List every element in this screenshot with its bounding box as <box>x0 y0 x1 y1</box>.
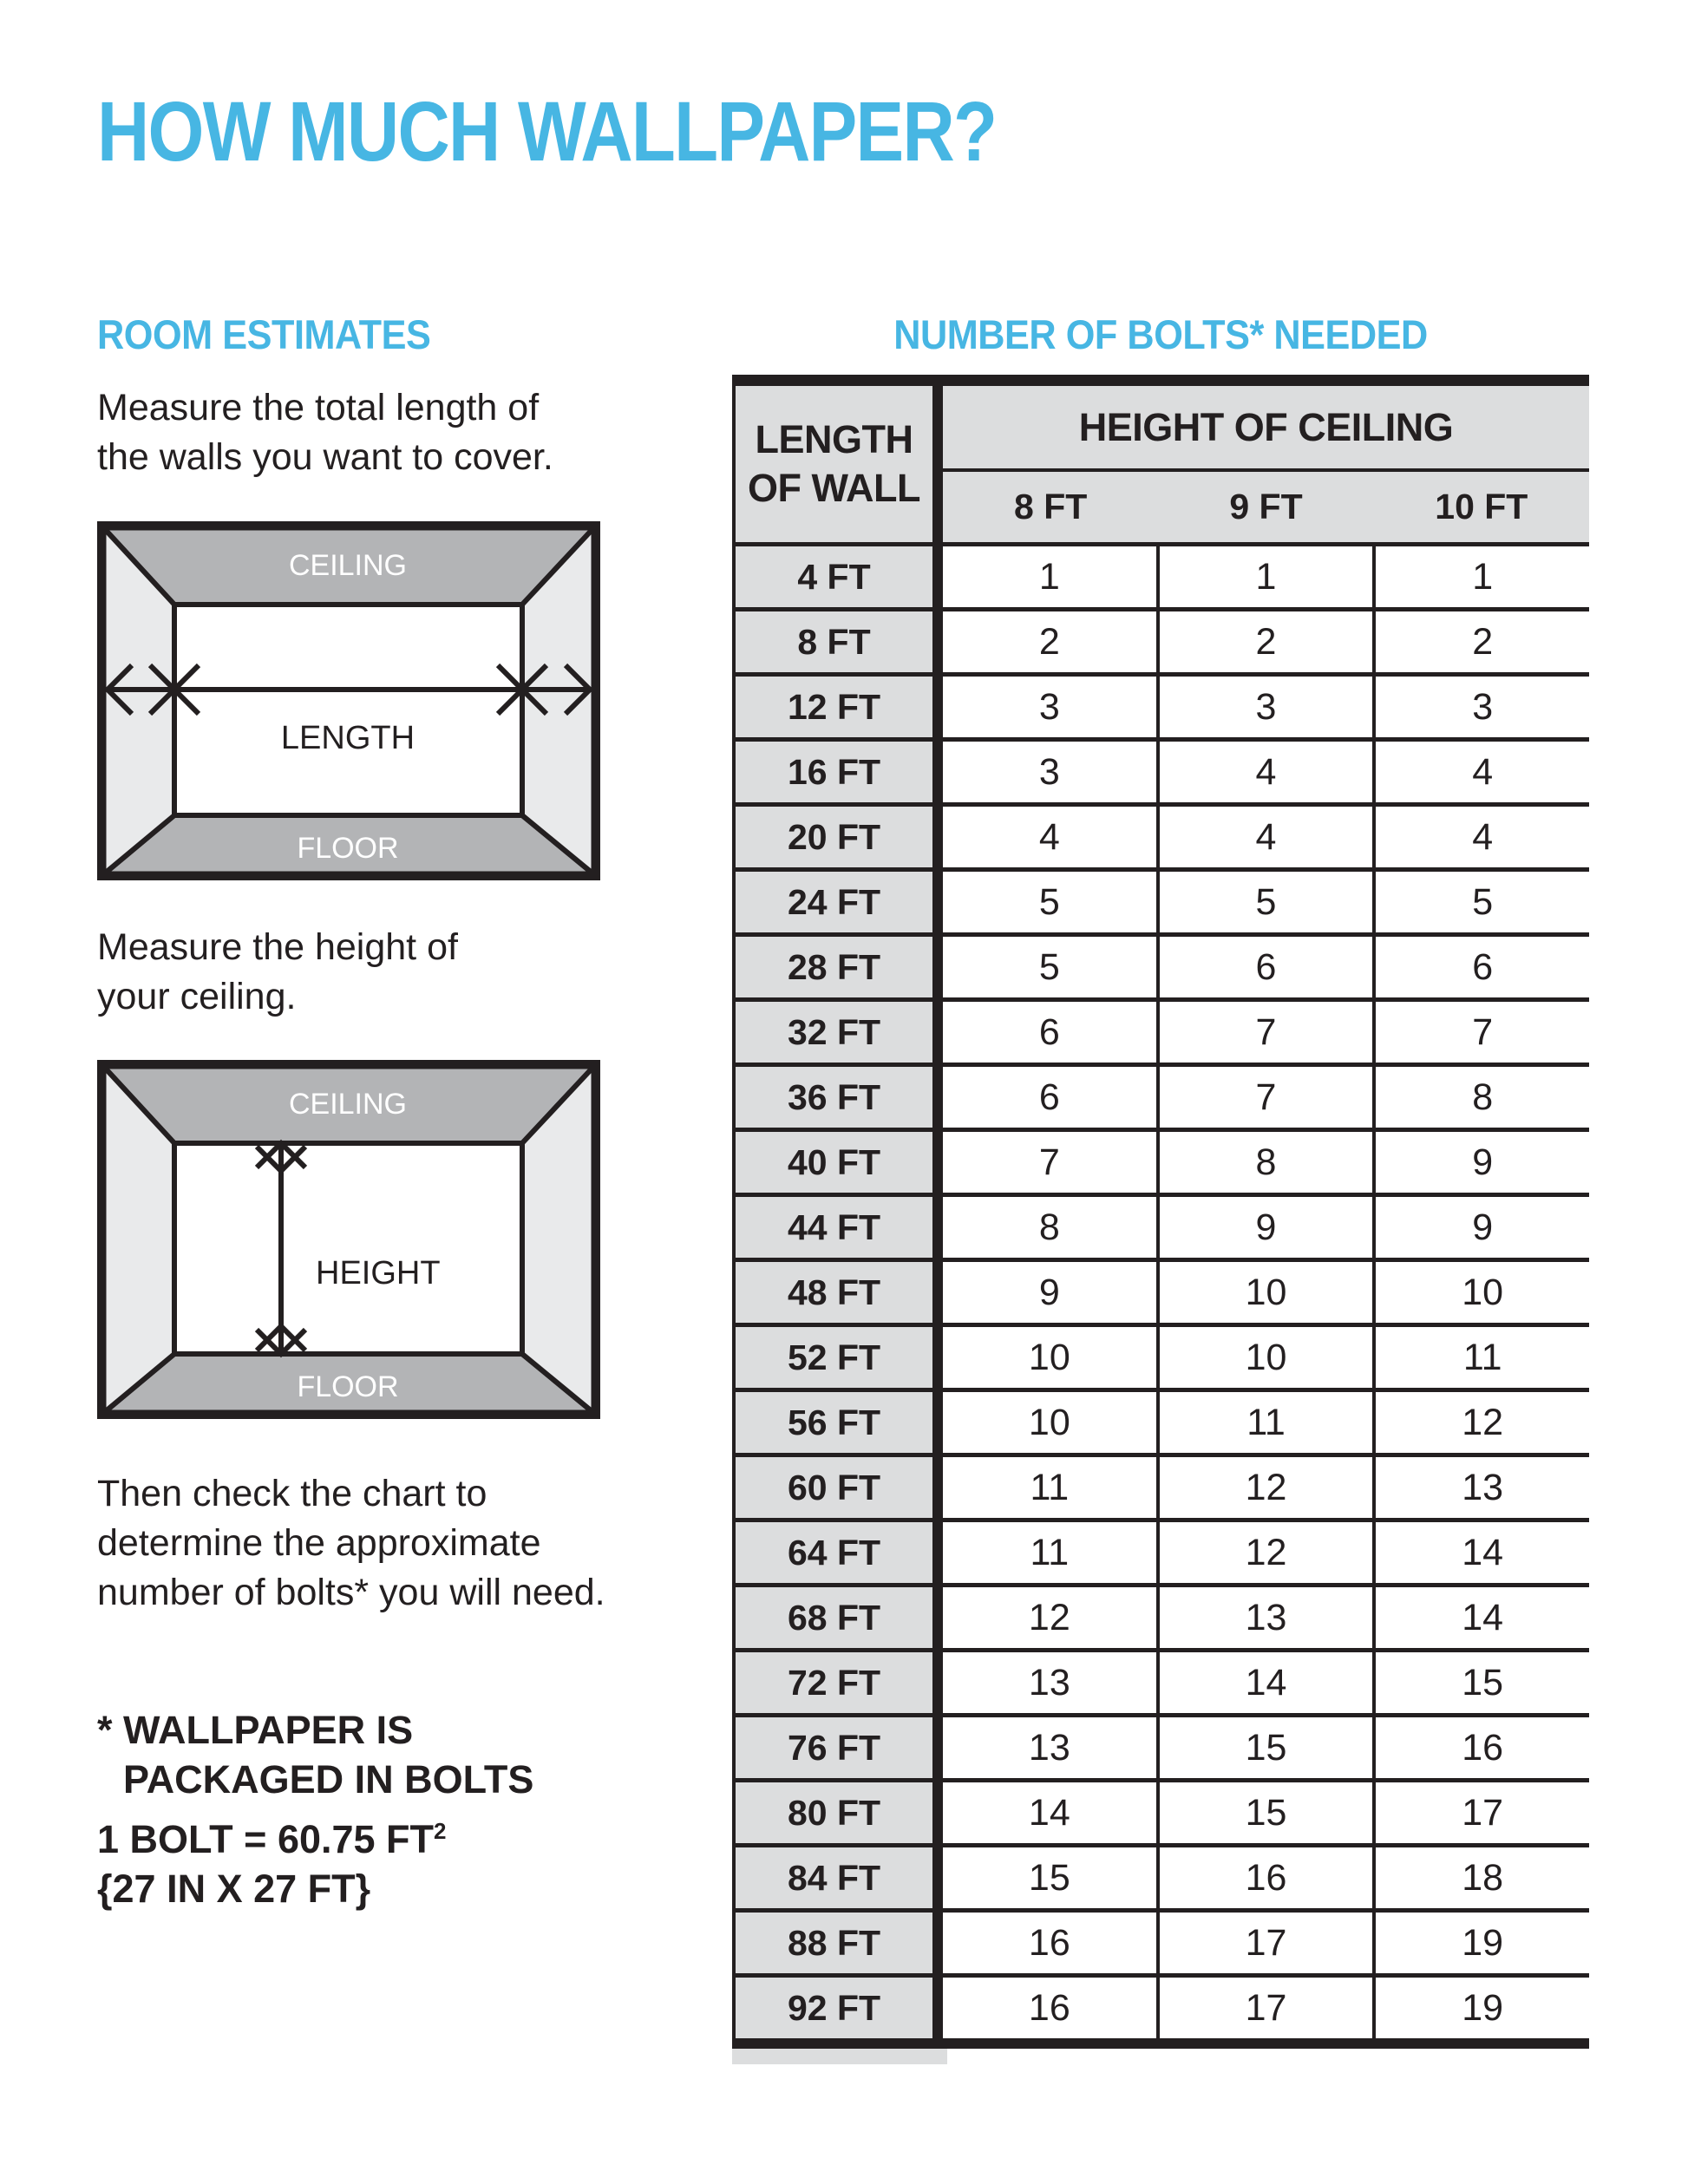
instruction-line: Measure the total length of <box>97 387 540 428</box>
bolt-count-cell: 6 <box>943 1002 1156 1063</box>
bolt-count-cell: 6 <box>1372 937 1589 997</box>
ceiling-label: CEILING <box>288 549 408 582</box>
bolt-count-cell: 15 <box>1372 1652 1589 1713</box>
table-row <box>736 1518 1589 1583</box>
bolt-count-cell: 13 <box>1156 1587 1373 1648</box>
table-row <box>736 1908 1589 1973</box>
bolt-count-cell: 1 <box>1156 546 1373 607</box>
column-headers <box>943 472 1589 542</box>
row-header-line: OF WALL <box>748 466 920 510</box>
floor-label: FLOOR <box>297 1370 399 1403</box>
bolt-count-cell: 4 <box>1156 807 1373 867</box>
wall-length-cell: 36 FT <box>736 1067 943 1128</box>
bolt-count-cell: 14 <box>943 1782 1156 1843</box>
wall-length-cell: 72 FT <box>736 1652 943 1713</box>
bolt-count-cell: 1 <box>1372 546 1589 607</box>
wall-length-cell: 80 FT <box>736 1782 943 1843</box>
bolt-count-cell: 5 <box>943 872 1156 932</box>
instruction-measure-length <box>97 383 553 482</box>
wall-length-cell: 20 FT <box>736 807 943 867</box>
bolt-count-cell: 5 <box>943 937 1156 997</box>
table-row <box>736 1193 1589 1258</box>
instruction-line: determine the approximate <box>97 1522 541 1564</box>
bolt-count-cell: 15 <box>1156 1782 1373 1843</box>
table-row <box>736 1648 1589 1713</box>
bolt-count-cell: 8 <box>943 1197 1156 1258</box>
instruction-line: Then check the chart to <box>97 1473 487 1514</box>
bolt-count-cell: 12 <box>1156 1522 1373 1583</box>
bolt-count-cell: 9 <box>943 1262 1156 1323</box>
bolt-count-cell: 8 <box>1156 1132 1373 1193</box>
footnote-line: PACKAGED IN BOLTS <box>123 1757 534 1801</box>
instruction-line: Measure the height of <box>97 926 458 968</box>
table-row <box>736 1973 1589 2038</box>
bolt-count-cell: 2 <box>943 611 1156 672</box>
bolt-count-cell: 4 <box>1156 742 1373 802</box>
bolt-count-cell: 11 <box>1372 1327 1589 1388</box>
bolt-count-cell: 7 <box>1372 1002 1589 1063</box>
back-wall-surface <box>174 1143 522 1354</box>
bolt-count-cell: 5 <box>1372 872 1589 932</box>
bolt-count-cell: 18 <box>1372 1847 1589 1908</box>
bolt-count-cell: 2 <box>1372 611 1589 672</box>
length-label: LENGTH <box>280 720 415 756</box>
bolt-size-text: 1 BOLT = 60.75 FT <box>97 1817 435 1861</box>
bolts-table-body <box>736 542 1589 2038</box>
bolt-count-cell: 7 <box>943 1132 1156 1193</box>
bolt-count-cell: 11 <box>943 1522 1156 1583</box>
bolt-count-cell: 13 <box>1372 1457 1589 1518</box>
table-row <box>736 542 1589 607</box>
room-height-diagram <box>97 1060 600 1419</box>
bolt-count-cell: 3 <box>943 742 1156 802</box>
instruction-measure-height <box>97 923 458 1022</box>
table-row <box>736 1258 1589 1323</box>
wall-length-cell: 84 FT <box>736 1847 943 1908</box>
table-row <box>736 1778 1589 1843</box>
table-bottom-rule <box>732 2038 1589 2049</box>
instruction-line: number of bolts* you will need. <box>97 1572 605 1613</box>
column-header-cell: 9 FT <box>1229 487 1303 526</box>
bolt-count-cell: 2 <box>1156 611 1373 672</box>
wall-length-cell: 88 FT <box>736 1913 943 1973</box>
wall-length-cell: 68 FT <box>736 1587 943 1648</box>
room-length-diagram <box>97 521 600 880</box>
wall-length-cell: 24 FT <box>736 872 943 932</box>
wall-length-cell: 76 FT <box>736 1717 943 1778</box>
table-row <box>736 1843 1589 1908</box>
bolt-count-cell: 9 <box>1372 1197 1589 1258</box>
bolt-count-cell: 10 <box>943 1327 1156 1388</box>
wall-length-cell: 4 FT <box>736 546 943 607</box>
height-label: HEIGHT <box>316 1255 441 1291</box>
instruction-line: the walls you want to cover. <box>97 436 553 478</box>
bolt-count-cell: 17 <box>1372 1782 1589 1843</box>
bolt-definition <box>97 1815 447 1913</box>
footnote-line: * WALLPAPER IS <box>97 1708 414 1752</box>
column-group-label: HEIGHT OF CEILING <box>943 386 1589 472</box>
table-left-column-tail <box>732 2049 947 2064</box>
bolt-count-cell: 11 <box>943 1457 1156 1518</box>
page-title: HOW MUCH WALLPAPER? <box>97 84 997 179</box>
table-row <box>736 607 1589 672</box>
wall-length-cell: 28 FT <box>736 937 943 997</box>
bolt-count-cell: 13 <box>943 1652 1156 1713</box>
bolt-count-cell: 4 <box>943 807 1156 867</box>
wall-length-cell: 40 FT <box>736 1132 943 1193</box>
bolt-count-cell: 4 <box>1372 807 1589 867</box>
table-row <box>736 867 1589 932</box>
bolt-count-cell: 14 <box>1156 1652 1373 1713</box>
bolt-count-cell: 12 <box>1372 1392 1589 1453</box>
bolt-count-cell: 5 <box>1156 872 1373 932</box>
table-row <box>736 1583 1589 1648</box>
bolts-footnote <box>97 1705 533 1804</box>
table-row <box>736 1128 1589 1193</box>
section-heading-room-estimates: ROOM ESTIMATES <box>97 311 431 357</box>
bolt-count-cell: 3 <box>1372 677 1589 737</box>
bolt-count-cell: 6 <box>943 1067 1156 1128</box>
bolt-count-cell: 16 <box>943 1978 1156 2038</box>
wall-length-cell: 56 FT <box>736 1392 943 1453</box>
bolt-count-cell: 13 <box>943 1717 1156 1778</box>
wall-length-cell: 44 FT <box>736 1197 943 1258</box>
bolts-needed-table <box>732 375 1589 2064</box>
bolt-count-cell: 10 <box>943 1392 1156 1453</box>
bolt-count-cell: 8 <box>1372 1067 1589 1128</box>
wall-length-cell: 60 FT <box>736 1457 943 1518</box>
back-wall-surface <box>174 605 522 815</box>
bolt-count-cell: 3 <box>943 677 1156 737</box>
bolt-count-cell: 17 <box>1156 1978 1373 2038</box>
section-heading-bolts-needed: NUMBER OF BOLTS* NEEDED <box>893 311 1428 357</box>
bolt-size-line <box>97 1815 447 1864</box>
ceiling-label: CEILING <box>288 1088 408 1121</box>
bolt-count-cell: 4 <box>1372 742 1589 802</box>
bolt-count-cell: 1 <box>943 546 1156 607</box>
row-header-cell <box>736 386 943 542</box>
table-row <box>736 1388 1589 1453</box>
squared-superscript: 2 <box>434 1818 447 1844</box>
table-row <box>736 802 1589 867</box>
bolt-dimensions-line: {27 IN X 27 FT} <box>97 1867 371 1911</box>
wall-length-cell: 16 FT <box>736 742 943 802</box>
table-top-rule <box>732 375 1589 386</box>
column-header-cell: 8 FT <box>1014 487 1088 526</box>
bolt-count-cell: 6 <box>1156 937 1373 997</box>
table-row <box>736 737 1589 802</box>
table-row <box>736 997 1589 1063</box>
wall-length-cell: 48 FT <box>736 1262 943 1323</box>
bolt-count-cell: 17 <box>1156 1913 1373 1973</box>
wall-length-cell: 32 FT <box>736 1002 943 1063</box>
bolt-count-cell: 15 <box>1156 1717 1373 1778</box>
bolt-count-cell: 12 <box>1156 1457 1373 1518</box>
bolt-count-cell: 10 <box>1156 1262 1373 1323</box>
bolt-count-cell: 10 <box>1372 1262 1589 1323</box>
table-row <box>736 1453 1589 1518</box>
instruction-check-chart <box>97 1469 605 1618</box>
table-row <box>736 932 1589 997</box>
wall-length-cell: 8 FT <box>736 611 943 672</box>
table-row <box>736 1323 1589 1388</box>
table-row <box>736 672 1589 737</box>
wall-length-cell: 92 FT <box>736 1978 943 2038</box>
instruction-line: your ceiling. <box>97 976 297 1017</box>
column-header-cell: 10 FT <box>1435 487 1528 526</box>
bolt-count-cell: 11 <box>1156 1392 1373 1453</box>
table-row <box>736 1063 1589 1128</box>
table-row <box>736 1713 1589 1778</box>
bolt-count-cell: 10 <box>1156 1327 1373 1388</box>
bolt-count-cell: 14 <box>1372 1587 1589 1648</box>
bolt-count-cell: 12 <box>943 1587 1156 1648</box>
bolt-count-cell: 19 <box>1372 1978 1589 2038</box>
bolt-count-cell: 16 <box>1156 1847 1373 1908</box>
bolt-count-cell: 14 <box>1372 1522 1589 1583</box>
bolt-count-cell: 7 <box>1156 1002 1373 1063</box>
table-header <box>736 386 1589 542</box>
wall-length-cell: 12 FT <box>736 677 943 737</box>
bolt-count-cell: 16 <box>943 1913 1156 1973</box>
row-header-line: LENGTH <box>755 417 913 461</box>
bolt-count-cell: 15 <box>943 1847 1156 1908</box>
wall-length-cell: 52 FT <box>736 1327 943 1388</box>
bolt-count-cell: 19 <box>1372 1913 1589 1973</box>
bolt-count-cell: 9 <box>1372 1132 1589 1193</box>
bolt-count-cell: 7 <box>1156 1067 1373 1128</box>
column-group <box>943 386 1589 542</box>
bolt-count-cell: 16 <box>1372 1717 1589 1778</box>
bolt-count-cell: 9 <box>1156 1197 1373 1258</box>
bolt-count-cell: 3 <box>1156 677 1373 737</box>
floor-label: FLOOR <box>297 832 399 865</box>
wall-length-cell: 64 FT <box>736 1522 943 1583</box>
